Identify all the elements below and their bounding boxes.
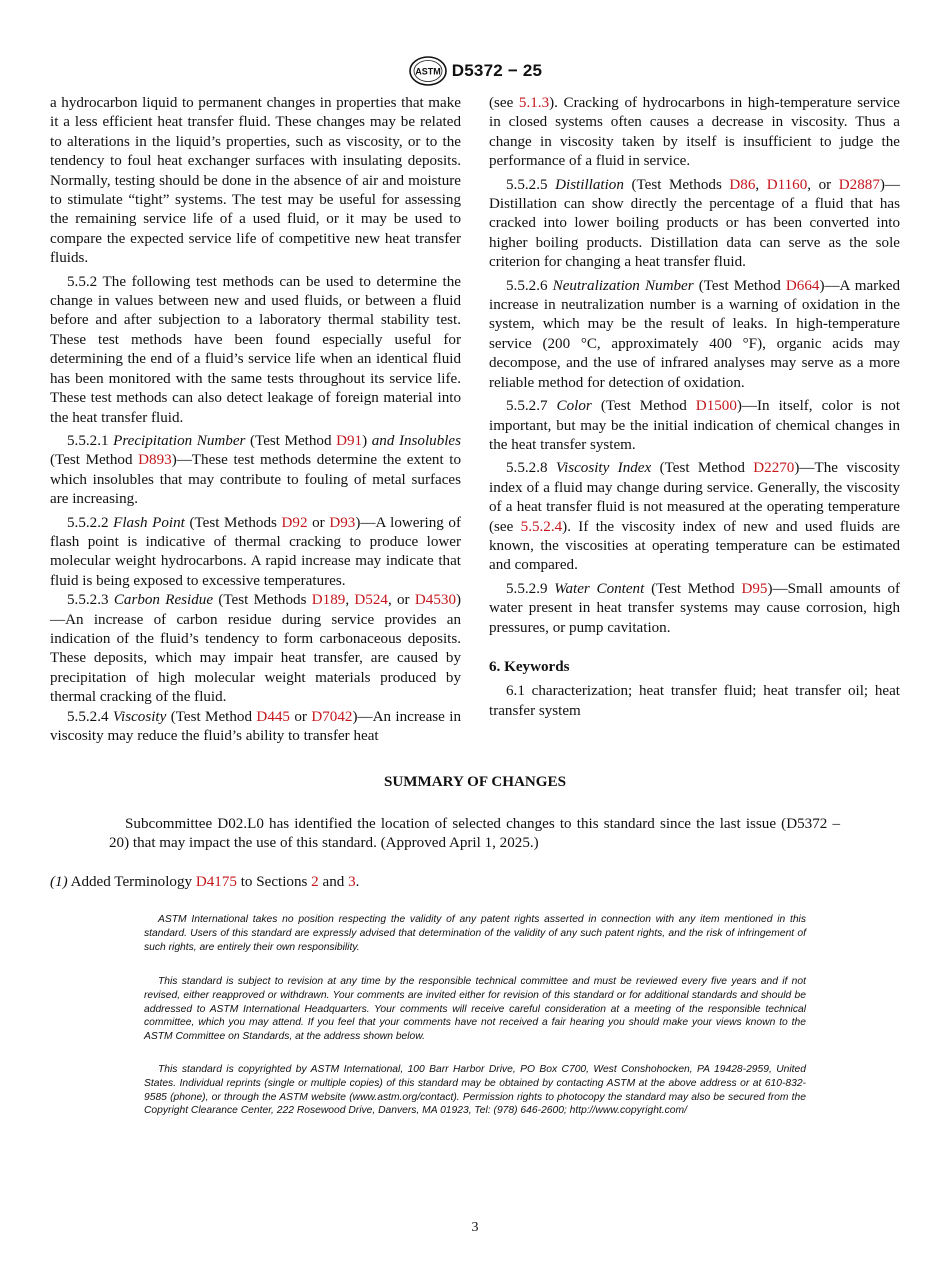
keywords-heading: 6. Keywords <box>489 658 570 675</box>
ref-section-3-link[interactable]: 3 <box>348 874 356 890</box>
ref-5-1-3-link[interactable]: 5.1.3 <box>518 95 550 111</box>
page-header <box>0 55 950 87</box>
ref-d893-link[interactable]: D893 <box>138 452 172 469</box>
section-5-5-2-1: 5.5.2.1 Precipitation Number (Test Method D91) and Insolubles (Test Method D893)—These test methods determine the extent to which insolubles that may contribute to fouling of metal surfaces are increasing. <box>50 432 462 508</box>
ref-d92-link[interactable]: D92 <box>281 514 308 531</box>
ref-d2887-link[interactable]: D2887 <box>838 176 880 193</box>
copyright-notice: This standard is copyrighted by ASTM International, 100 Barr Harbor Drive, PO Box C700, West Conshohocken, PA 19428-2959, United States. Individual reprints (single or multiple copies) of this standard may be obtained by contacting ASTM at the above address or at 610-832-9585 (phone), or through the ASTM website (www.astm.org/contact). Permission rights to photocopy the standard may also be secured from the Copyright Clearance Center, 222 Rosewood Drive, Danvers, MA 01923, Tel: (978) 646-2600; http://www.copyright.com/ <box>144 1064 806 1117</box>
summary-of-changes-title: SUMMARY OF CHANGES <box>384 774 566 790</box>
page-number: 3 <box>471 1220 479 1235</box>
section-5-5-2-2: 5.5.2.2 Flash Point (Test Methods D92 or D93)—A lowering of flash point is indicative of thermal cracking to produce lower molecular weight hydrocarbons. A rapid increase may indicate that fluid is being exposed to excessive temperatures. <box>50 514 461 589</box>
ref-section-2-link[interactable]: 2 <box>311 874 319 890</box>
section-5-5-2-3: 5.5.2.3 Carbon Residue (Test Methods D189, D524, or D4530)—An increase of carbon residue during service provides an indication of the fluid’s tendency to form carbonaceous deposits. These deposits, which may impair heat transfer, are caused by precipitation of high molecular weight materials produced by thermal cracking of the fluid. <box>50 592 462 706</box>
ref-d86-link[interactable]: D86 <box>729 176 756 193</box>
change-item-1: (1) Added Terminology D4175 to Sections 2 and 3. <box>50 874 360 890</box>
section-5-5-2-7: 5.5.2.7 Color (Test Method D1500)—In itself, color is not important, but may be the initial indication of chemical changes in the heat transfer system. <box>489 398 901 453</box>
ref-d524-link[interactable]: D524 <box>354 592 388 609</box>
document-id: D5372 − 25 <box>451 61 543 80</box>
ref-d91-link[interactable]: D91 <box>336 432 363 449</box>
ref-5-5-2-4-link[interactable]: 5.5.2.4 <box>520 518 563 535</box>
ref-d2270-link[interactable]: D2270 <box>753 460 795 477</box>
ref-d664-link[interactable]: D664 <box>785 277 820 294</box>
revision-notice: This standard is subject to revision at any time by the responsible technical committee and must be reviewed every five years and if not revised, either reapproved or withdrawn. Your comments are invited either for revision of this standard or for additional standards and should be addressed to ASTM International Headquarters. Your comments will receive careful consideration at a meeting of the responsible technical committee, which you may attend. If you feel that your comments have not received a fair hearing you should make your views known to the ASTM Committee on Standards, at the address shown below. <box>144 976 806 1043</box>
keywords-text: 6.1 characterization; heat transfer fluid; heat transfer oil; heat transfer system <box>489 683 900 719</box>
ref-d445-link[interactable]: D445 <box>256 708 290 725</box>
section-5-5-2-4-continued: (see 5.1.3). Cracking of hydrocarbons in high-temperature service in closed systems often causes a decrease in viscosity. Thus a change in viscosity taken by itself is insufficient to judge the performance of a fluid in service. <box>489 95 900 170</box>
ref-d1160-link[interactable]: D1160 <box>766 176 808 193</box>
section-5-5-2-8: 5.5.2.8 Viscosity Index (Test Method D2270)—The viscosity index of a fluid may change during service. Generally, the viscosity of a heat transfer fluid is not measured at the operating temperature (see 5.5.2.4). If the viscosity index of new and used fluids are known, the viscosities at operating temperature can be estimated and compared. <box>489 460 900 574</box>
right-column <box>489 94 900 721</box>
ref-d95-link[interactable]: D95 <box>741 580 768 597</box>
paragraph-5-5-1-continued: a hydrocarbon liquid to permanent changes in properties that make it a less efficient heat transfer fluid. These changes may be related to alterations in the liquid’s properties, such as viscosity, or to the tendency to foul heat exchanger surfaces with insulating deposits. Normally, testing should be done in the absence of air and moisture to stimulate “tight” systems. The test may be useful for assessing the remaining service life of a used fluid, or it may be used to compare the expected service life of competitive new heat transfer fluids. <box>50 95 461 267</box>
section-5-5-2-5: 5.5.2.5 Distillation (Test Methods D86, D1160, or D2887)—Distillation can show directly the percentage of a fluid that has cracked into lower boiling products or has been converted into higher boiling products. Distillation data can serve as the sole criterion for changing a heat transfer fluid. <box>489 176 900 271</box>
paragraph-5-5-2: 5.5.2 The following test methods can be used to determine the change in values between new and used fluids, or between a fluid before and after subjection to a laboratory thermal stability test. These test methods have been found especially useful for determining the end of a fluid’s service life when an identical fluid has been monitored with the same tests throughout its service life. These test methods can also detect leakage of foreign material into the heat transfer fluid. <box>50 273 461 426</box>
patent-notice: ASTM International takes no position respecting the validity of any patent rights asserted in connection with any item mentioned in this standard. Users of this standard are expressly advised that determination of the validity of any such patent rights, and the risk of infringement of such rights, are entirely their own responsibility. <box>144 914 806 953</box>
ref-d189-link[interactable]: D189 <box>311 592 346 609</box>
summary-of-changes-text: Subcommittee D02.L0 has identified the location of selected changes to this standard since the last issue (D5372 – 20) that may impact the use of this standard. (Approved April 1, 2025.) <box>109 816 840 852</box>
left-column <box>50 94 461 746</box>
astm-logo-icon <box>408 55 448 87</box>
ref-d1500-link[interactable]: D1500 <box>695 398 737 415</box>
section-5-5-2-9: 5.5.2.9 Water Content (Test Method D95)—Small amounts of water present in heat transfer systems may cause corrosion, high pressures, or pump cavitation. <box>489 580 901 636</box>
section-5-5-2-6: 5.5.2.6 Neutralization Number (Test Method D664)—A marked increase in neutralization number is a warning of oxidation in the system, which may be the result of leaks. In high-temperature service (200 °C, approximately 400 °F), organic acids may decompose, and the use of infrared analyses may serve as a more reliable method for detection of oxidation. <box>489 277 900 391</box>
astm-logo-text: ASTM <box>415 66 441 77</box>
ref-d93-link[interactable]: D93 <box>329 514 356 531</box>
ref-d4530-link[interactable]: D4530 <box>414 592 456 609</box>
section-5-5-2-4: 5.5.2.4 Viscosity (Test Method D445 or D7042)—An increase in viscosity may reduce the fluid’s ability to transfer heat <box>50 708 461 744</box>
ref-d7042-link[interactable]: D7042 <box>311 708 353 725</box>
ref-d4175-link[interactable]: D4175 <box>195 874 237 890</box>
